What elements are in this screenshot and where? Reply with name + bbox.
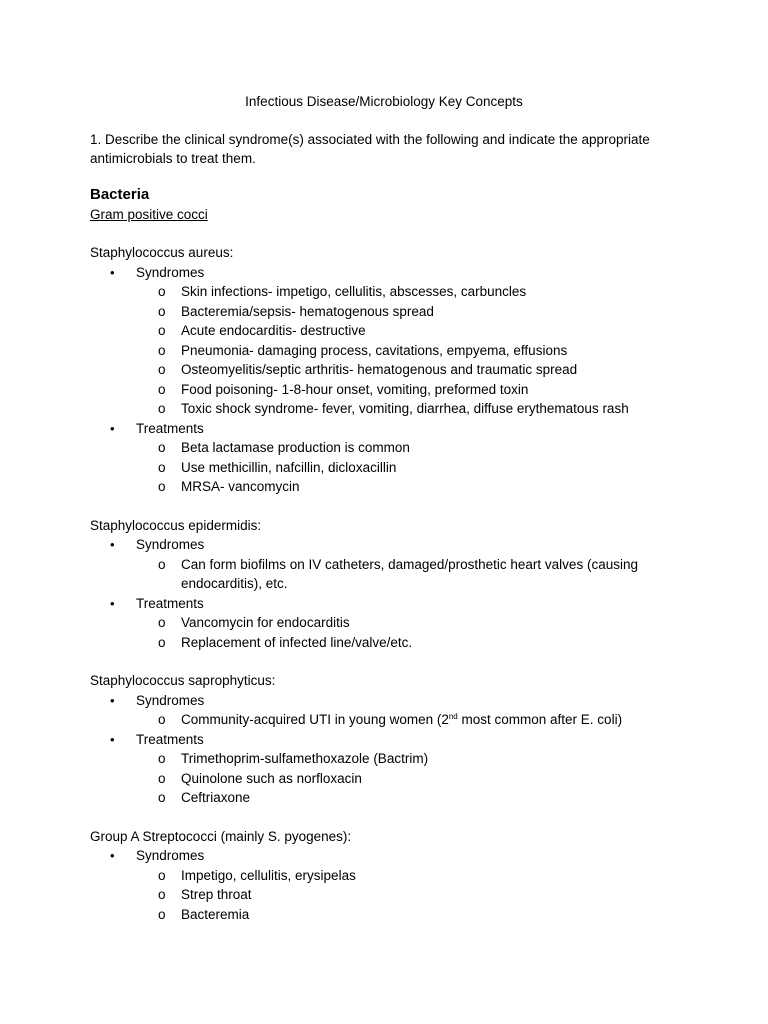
sub-bullet-marker: o — [158, 906, 166, 922]
bullet-label: Treatments — [136, 595, 204, 611]
sub-bullet-item — [136, 321, 690, 341]
organism-block — [90, 243, 690, 497]
bullet-label: Syndromes — [136, 692, 205, 708]
sub-bullet-marker: o — [158, 381, 166, 397]
sub-bullet-marker: o — [158, 615, 166, 630]
bullet-marker: • — [110, 731, 115, 747]
sub-bullet-text: Vancomycin for endocarditis — [181, 615, 350, 630]
sub-bullet-item — [136, 341, 690, 361]
bullet-label: Syndromes — [136, 537, 205, 552]
bullet-marker: • — [110, 420, 115, 436]
bullet-list — [90, 691, 690, 808]
sub-bullet-text: Use methicillin, nafcillin, dicloxacillin — [181, 459, 397, 475]
sub-bullet-item — [136, 905, 690, 925]
sub-bullet-text: most common after E. coli) — [457, 712, 623, 727]
bullet-marker: • — [110, 848, 115, 863]
bullet-item — [90, 263, 690, 419]
bullet-item — [90, 730, 690, 808]
sub-bullet-text: Community-acquired UTI in young women (2 — [181, 712, 449, 727]
sub-bullet-marker: o — [158, 790, 166, 805]
document-page — [90, 92, 690, 943]
sub-bullet-text: Pneumonia- damaging process, cavitations, empyema, effusions — [181, 342, 568, 358]
sub-bullet-marker: o — [158, 459, 166, 475]
sub-bullet-marker: o — [158, 303, 166, 319]
sub-bullet-text: Can form biofilms on IV catheters, damaged/prosthetic heart valves (causing endocarditis), etc. — [181, 556, 638, 591]
sub-bullet-item — [136, 360, 690, 380]
sub-bullet-list — [136, 866, 690, 925]
sub-bullet-marker: o — [158, 323, 166, 338]
sub-bullet-item — [136, 866, 690, 886]
sub-bullet-item — [136, 438, 690, 458]
bullet-item — [90, 846, 690, 924]
sub-bullet-list — [136, 438, 690, 497]
sub-bullet-item — [136, 458, 690, 478]
bullet-marker: • — [110, 264, 115, 280]
organism-block — [90, 827, 690, 925]
sub-bullet-item — [136, 885, 690, 905]
sub-bullet-text: Bacteremia — [181, 906, 250, 922]
sub-bullet-list — [136, 282, 690, 419]
bullet-item — [90, 594, 690, 653]
sub-bullet-item — [136, 613, 690, 633]
sub-bullet-item — [136, 282, 690, 302]
sub-bullet-text: Food poisoning- 1-8-hour onset, vomiting, preformed toxin — [181, 381, 529, 397]
sub-bullet-list — [136, 555, 690, 594]
bullet-marker: • — [110, 595, 115, 611]
sub-bullet-text: Strep throat — [181, 887, 252, 902]
organism-block — [90, 671, 690, 808]
sub-bullet-text: MRSA- vancomycin — [181, 479, 300, 494]
sub-bullet-item — [136, 477, 690, 497]
bullet-item — [90, 535, 690, 594]
sub-bullet-marker: o — [158, 634, 166, 650]
sub-bullet-marker: o — [158, 751, 166, 766]
sub-bullet-text: Osteomyelitis/septic arthritis- hematogenous and traumatic spread — [181, 362, 578, 377]
sub-bullet-text: Ceftriaxone — [181, 790, 251, 805]
sub-bullet-marker: o — [158, 887, 166, 902]
organism-list — [90, 243, 690, 924]
sub-bullet-item — [136, 555, 690, 594]
sub-bullet-text: Impetigo, cellulitis, erysipelas — [181, 867, 356, 883]
bullet-label: Treatments — [136, 731, 204, 747]
sub-bullet-marker: o — [158, 556, 166, 572]
bullet-item — [90, 691, 690, 730]
bullet-item — [90, 419, 690, 497]
sub-bullet-marker: o — [158, 479, 166, 494]
subsection-heading: Gram positive cocci — [90, 207, 208, 222]
sub-bullet-item — [136, 749, 690, 769]
sub-bullet-text: Bacteremia/sepsis- hematogenous spread — [181, 303, 434, 319]
bullet-marker: • — [110, 537, 115, 552]
bullet-marker: • — [110, 692, 115, 708]
sub-bullet-marker: o — [158, 401, 166, 416]
sub-bullet-list — [136, 749, 690, 808]
sub-bullet-text: Replacement of infected line/valve/etc. — [181, 634, 413, 650]
organism-name: Staphylococcus epidermidis: — [90, 517, 262, 533]
organism-name: Staphylococcus saprophyticus: — [90, 673, 276, 688]
section-heading: Bacteria — [90, 186, 150, 203]
sub-bullet-text: Trimethoprim-sulfamethoxazole (Bactrim) — [181, 751, 429, 766]
sub-bullet-item — [136, 302, 690, 322]
sub-bullet-marker: o — [158, 362, 166, 377]
sub-bullet-text: Quinolone such as norfloxacin — [181, 770, 362, 786]
organism-name: Group A Streptococci (mainly S. pyogenes): — [90, 828, 352, 844]
sub-bullet-text: Toxic shock syndrome- fever, vomiting, diarrhea, diffuse erythematous rash — [181, 401, 629, 416]
organism-name: Staphylococcus aureus: — [90, 245, 234, 260]
bullet-label: Treatments — [136, 420, 204, 436]
bullet-list — [90, 535, 690, 652]
sub-bullet-marker: o — [158, 770, 166, 786]
organism-block — [90, 516, 690, 653]
sub-bullet-item — [136, 380, 690, 400]
sub-bullet-marker: o — [158, 284, 166, 299]
sub-bullet-text: Beta lactamase production is common — [181, 440, 410, 455]
question-text: 1. Describe the clinical syndrome(s) associated with the following and indicate the appropriate antimicrobials to treat them. — [90, 132, 650, 166]
superscript-ordinal: nd — [448, 712, 458, 721]
sub-bullet-item — [136, 769, 690, 789]
bullet-list — [90, 263, 690, 497]
sub-bullet-marker: o — [158, 867, 166, 883]
sub-bullet-text: Acute endocarditis- destructive — [181, 323, 366, 338]
sub-bullet-item — [136, 633, 690, 653]
bullet-label: Syndromes — [136, 264, 205, 280]
bullet-list — [90, 846, 690, 924]
sub-bullet-marker: o — [158, 440, 166, 455]
sub-bullet-list — [136, 710, 690, 730]
document-title: Infectious Disease/Microbiology Key Concepts — [245, 94, 523, 109]
sub-bullet-marker: o — [158, 712, 166, 727]
bullet-label: Syndromes — [136, 848, 205, 863]
sub-bullet-item — [136, 710, 690, 730]
sub-bullet-list — [136, 613, 690, 652]
sub-bullet-item — [136, 399, 690, 419]
sub-bullet-item — [136, 788, 690, 808]
sub-bullet-text: Skin infections- impetigo, cellulitis, abscesses, carbuncles — [181, 284, 527, 299]
sub-bullet-marker: o — [158, 342, 166, 358]
